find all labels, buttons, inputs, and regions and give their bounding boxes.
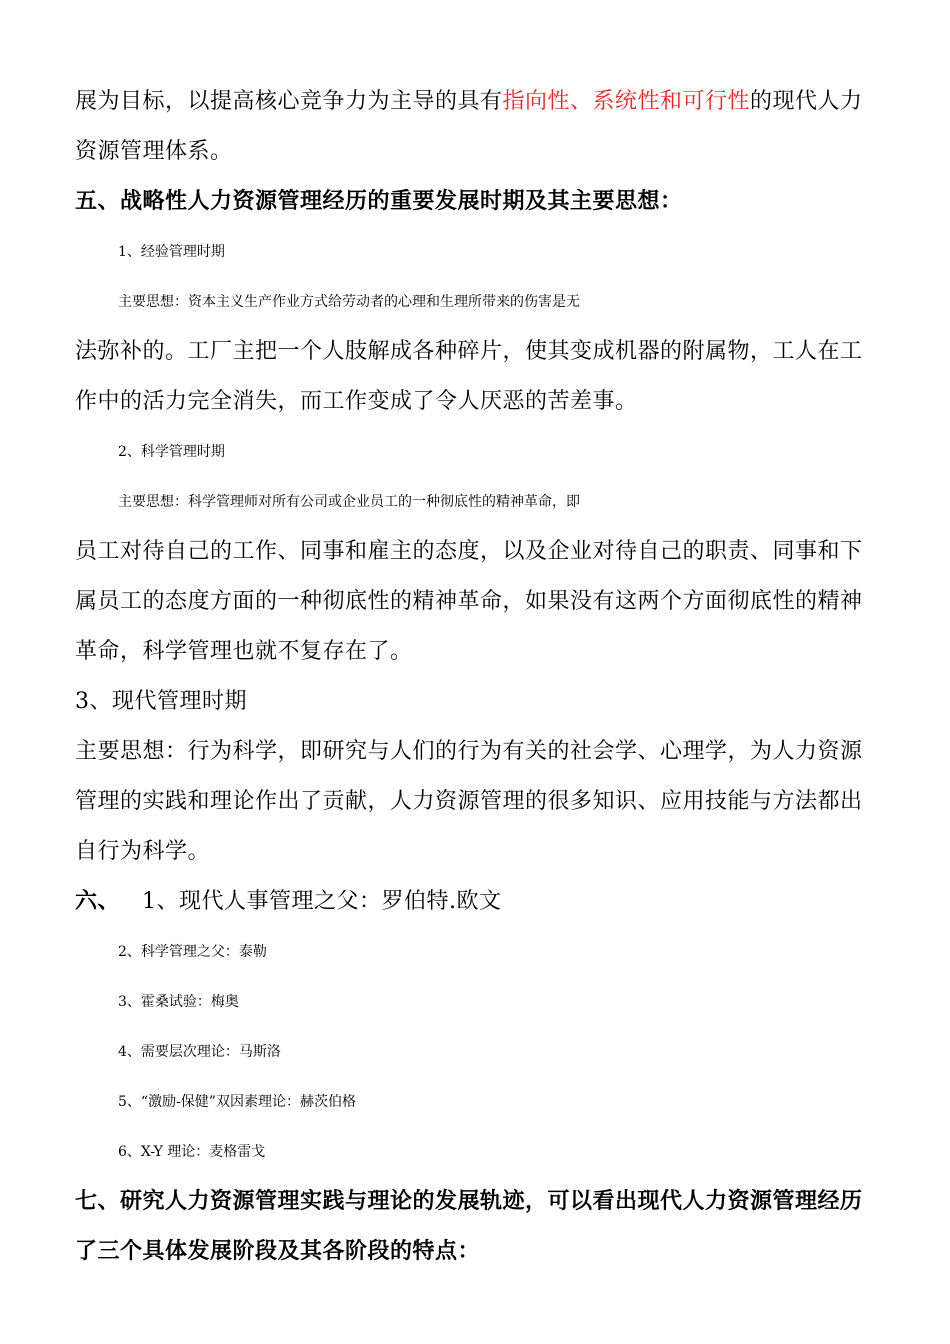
period-1-line-3: 作中的活力完全消失，而工作变成了令人厌恶的苦差事。 (75, 389, 638, 414)
section-6-label: 六、 (75, 889, 121, 914)
period-3-line-1: 主要思想：行为科学，即研究与人们的行为有关的社会学、心理学，为人力资源 (75, 739, 863, 764)
period-2-line-4: 革命，科学管理也就不复存在了。 (75, 639, 413, 664)
period-2-line-2: 员工对待自己的工作、同事和雇主的态度，以及企业对待自己的职责、同事和下 (75, 539, 863, 564)
list-item: 1、现代人事管理之父：罗伯特.欧文 (142, 889, 502, 914)
period-2-line-1: 主要思想：科学管理师对所有公司或企业员工的一种彻底性的精神革命，即 (118, 494, 580, 510)
intro-text: 展为目标，以提高核心竞争力为主导的具有 (75, 89, 503, 114)
section-7-heading-line-1: 七、研究人力资源管理实践与理论的发展轨迹，可以看出现代人力资源管理经历 (75, 1189, 863, 1214)
intro-line-2: 资源管理体系。 (75, 139, 233, 164)
section-5-heading: 五、战略性人力资源管理经历的重要发展时期及其主要思想： (75, 189, 683, 214)
period-1-line-1: 主要思想：资本主义生产作业方式给劳动者的心理和生理所带来的伤害是无 (118, 294, 580, 310)
period-2-title: 2、科学管理时期 (118, 444, 225, 460)
list-item: 3、霍桑试验：梅奥 (118, 994, 239, 1010)
section-7-heading-line-2: 了三个具体发展阶段及其各阶段的特点： (75, 1239, 481, 1264)
period-1-line-2: 法弥补的。工厂主把一个人肢解成各种碎片，使其变成机器的附属物，工人在工 (75, 339, 863, 364)
list-item: 4、需要层次理论：马斯洛 (118, 1044, 281, 1060)
list-item: 5、“激励-保健”双因素理论：赫茨伯格 (118, 1094, 356, 1110)
period-2-line-3: 属员工的态度方面的一种彻底性的精神革命，如果没有这两个方面彻底性的精神 (75, 589, 863, 614)
section-6-first-line (75, 886, 875, 918)
list-item: 6、X-Y 理论：麦格雷戈 (118, 1144, 266, 1160)
period-3-title: 3、现代管理时期 (75, 689, 247, 714)
period-3-line-3: 自行为科学。 (75, 839, 211, 864)
period-1-title: 1、经验管理时期 (118, 244, 225, 260)
intro-text-end: 的现代人力 (750, 89, 863, 114)
intro-highlight: 指向性、系统性和可行性 (502, 89, 751, 114)
list-item: 2、科学管理之父：泰勒 (118, 944, 267, 960)
period-3-line-2: 管理的实践和理论作出了贡献，人力资源管理的很多知识、应用技能与方法都出 (75, 789, 863, 814)
intro-line-1 (75, 86, 875, 118)
